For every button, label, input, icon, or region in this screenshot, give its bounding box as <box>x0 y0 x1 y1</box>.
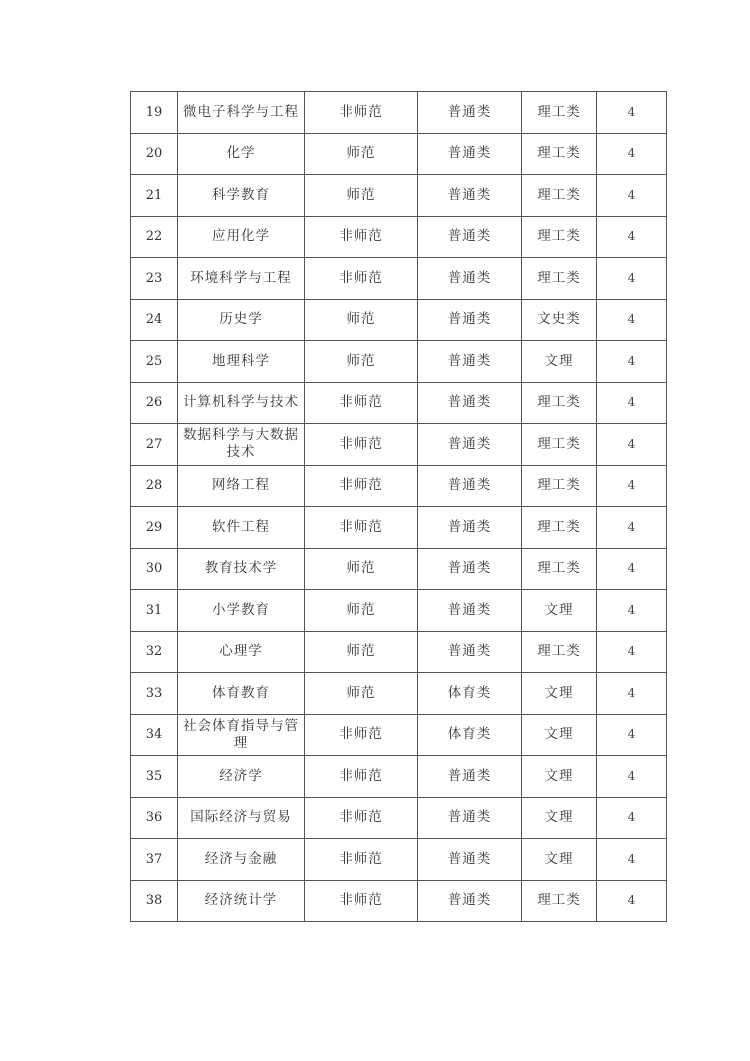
subject-track-cell: 理工类 <box>522 880 597 922</box>
table-row <box>131 714 667 756</box>
majors-table-body <box>131 92 667 922</box>
row-number-cell: 33 <box>131 673 178 715</box>
admission-type-cell: 普通类 <box>418 548 522 590</box>
row-number-cell: 31 <box>131 590 178 632</box>
subject-track-cell: 文理 <box>522 714 597 756</box>
major-name-cell: 网络工程 <box>178 465 305 507</box>
duration-years-cell: 4 <box>597 631 667 673</box>
row-number-cell: 36 <box>131 797 178 839</box>
admission-type-cell: 普通类 <box>418 216 522 258</box>
subject-track-cell: 理工类 <box>522 631 597 673</box>
row-number-cell: 24 <box>131 299 178 341</box>
table-row <box>131 424 667 466</box>
major-name-cell: 经济学 <box>178 756 305 798</box>
major-name-cell: 应用化学 <box>178 216 305 258</box>
category-cell: 非师范 <box>305 714 418 756</box>
major-name-cell: 经济统计学 <box>178 880 305 922</box>
major-name-cell: 化学 <box>178 133 305 175</box>
duration-years-cell: 4 <box>597 673 667 715</box>
subject-track-cell: 文理 <box>522 590 597 632</box>
row-number-cell: 25 <box>131 341 178 383</box>
duration-years-cell: 4 <box>597 216 667 258</box>
duration-years-cell: 4 <box>597 382 667 424</box>
majors-table <box>130 91 667 922</box>
category-cell: 师范 <box>305 175 418 217</box>
subject-track-cell: 文理 <box>522 839 597 881</box>
category-cell: 非师范 <box>305 382 418 424</box>
row-number-cell: 20 <box>131 133 178 175</box>
admission-type-cell: 普通类 <box>418 258 522 300</box>
category-cell: 师范 <box>305 548 418 590</box>
category-cell: 非师范 <box>305 424 418 466</box>
major-name-cell: 计算机科学与技术 <box>178 382 305 424</box>
table-row <box>131 341 667 383</box>
row-number-cell: 34 <box>131 714 178 756</box>
duration-years-cell: 4 <box>597 424 667 466</box>
row-number-cell: 30 <box>131 548 178 590</box>
major-name-cell: 环境科学与工程 <box>178 258 305 300</box>
duration-years-cell: 4 <box>597 299 667 341</box>
admission-type-cell: 普通类 <box>418 756 522 798</box>
subject-track-cell: 理工类 <box>522 465 597 507</box>
subject-track-cell: 文理 <box>522 341 597 383</box>
admission-type-cell: 普通类 <box>418 424 522 466</box>
subject-track-cell: 理工类 <box>522 216 597 258</box>
row-number-cell: 19 <box>131 92 178 134</box>
major-name-cell: 软件工程 <box>178 507 305 549</box>
duration-years-cell: 4 <box>597 92 667 134</box>
row-number-cell: 27 <box>131 424 178 466</box>
subject-track-cell: 理工类 <box>522 175 597 217</box>
category-cell: 师范 <box>305 590 418 632</box>
table-row <box>131 175 667 217</box>
duration-years-cell: 4 <box>597 756 667 798</box>
duration-years-cell: 4 <box>597 133 667 175</box>
table-row <box>131 382 667 424</box>
row-number-cell: 23 <box>131 258 178 300</box>
admission-type-cell: 普通类 <box>418 507 522 549</box>
subject-track-cell: 理工类 <box>522 507 597 549</box>
major-name-cell: 数据科学与大数据技术 <box>178 424 305 466</box>
table-row <box>131 299 667 341</box>
table-row <box>131 631 667 673</box>
admission-type-cell: 普通类 <box>418 299 522 341</box>
duration-years-cell: 4 <box>597 507 667 549</box>
duration-years-cell: 4 <box>597 341 667 383</box>
major-name-cell: 心理学 <box>178 631 305 673</box>
category-cell: 非师范 <box>305 839 418 881</box>
category-cell: 师范 <box>305 341 418 383</box>
table-row <box>131 880 667 922</box>
row-number-cell: 32 <box>131 631 178 673</box>
subject-track-cell: 理工类 <box>522 548 597 590</box>
category-cell: 非师范 <box>305 216 418 258</box>
table-row <box>131 133 667 175</box>
row-number-cell: 35 <box>131 756 178 798</box>
major-name-cell: 历史学 <box>178 299 305 341</box>
table-row <box>131 797 667 839</box>
major-name-cell: 地理科学 <box>178 341 305 383</box>
category-cell: 非师范 <box>305 92 418 134</box>
table-row <box>131 590 667 632</box>
admission-type-cell: 普通类 <box>418 341 522 383</box>
table-row <box>131 548 667 590</box>
subject-track-cell: 理工类 <box>522 133 597 175</box>
admission-type-cell: 普通类 <box>418 382 522 424</box>
category-cell: 非师范 <box>305 797 418 839</box>
major-name-cell: 科学教育 <box>178 175 305 217</box>
table-row <box>131 465 667 507</box>
table-row <box>131 216 667 258</box>
subject-track-cell: 理工类 <box>522 424 597 466</box>
table-row <box>131 756 667 798</box>
admission-type-cell: 普通类 <box>418 797 522 839</box>
row-number-cell: 26 <box>131 382 178 424</box>
admission-type-cell: 普通类 <box>418 880 522 922</box>
admission-type-cell: 普通类 <box>418 133 522 175</box>
subject-track-cell: 文史类 <box>522 299 597 341</box>
duration-years-cell: 4 <box>597 590 667 632</box>
subject-track-cell: 理工类 <box>522 382 597 424</box>
subject-track-cell: 文理 <box>522 756 597 798</box>
category-cell: 师范 <box>305 631 418 673</box>
table-row <box>131 92 667 134</box>
admission-type-cell: 普通类 <box>418 631 522 673</box>
table-row <box>131 507 667 549</box>
duration-years-cell: 4 <box>597 880 667 922</box>
row-number-cell: 21 <box>131 175 178 217</box>
category-cell: 非师范 <box>305 756 418 798</box>
category-cell: 师范 <box>305 299 418 341</box>
admission-type-cell: 体育类 <box>418 673 522 715</box>
duration-years-cell: 4 <box>597 714 667 756</box>
duration-years-cell: 4 <box>597 258 667 300</box>
table-row <box>131 839 667 881</box>
category-cell: 师范 <box>305 133 418 175</box>
table-row <box>131 258 667 300</box>
subject-track-cell: 文理 <box>522 797 597 839</box>
row-number-cell: 38 <box>131 880 178 922</box>
duration-years-cell: 4 <box>597 548 667 590</box>
table-row <box>131 673 667 715</box>
category-cell: 非师范 <box>305 258 418 300</box>
subject-track-cell: 文理 <box>522 673 597 715</box>
category-cell: 非师范 <box>305 465 418 507</box>
major-name-cell: 经济与金融 <box>178 839 305 881</box>
category-cell: 非师范 <box>305 880 418 922</box>
admission-type-cell: 普通类 <box>418 590 522 632</box>
admission-type-cell: 普通类 <box>418 839 522 881</box>
category-cell: 师范 <box>305 673 418 715</box>
major-name-cell: 社会体育指导与管理 <box>178 714 305 756</box>
row-number-cell: 22 <box>131 216 178 258</box>
admission-type-cell: 普通类 <box>418 175 522 217</box>
major-name-cell: 教育技术学 <box>178 548 305 590</box>
major-name-cell: 微电子科学与工程 <box>178 92 305 134</box>
category-cell: 非师范 <box>305 507 418 549</box>
major-name-cell: 小学教育 <box>178 590 305 632</box>
row-number-cell: 28 <box>131 465 178 507</box>
admission-type-cell: 普通类 <box>418 92 522 134</box>
duration-years-cell: 4 <box>597 175 667 217</box>
row-number-cell: 29 <box>131 507 178 549</box>
major-name-cell: 体育教育 <box>178 673 305 715</box>
admission-type-cell: 普通类 <box>418 465 522 507</box>
duration-years-cell: 4 <box>597 797 667 839</box>
subject-track-cell: 理工类 <box>522 92 597 134</box>
admission-type-cell: 体育类 <box>418 714 522 756</box>
duration-years-cell: 4 <box>597 839 667 881</box>
row-number-cell: 37 <box>131 839 178 881</box>
major-name-cell: 国际经济与贸易 <box>178 797 305 839</box>
duration-years-cell: 4 <box>597 465 667 507</box>
subject-track-cell: 理工类 <box>522 258 597 300</box>
